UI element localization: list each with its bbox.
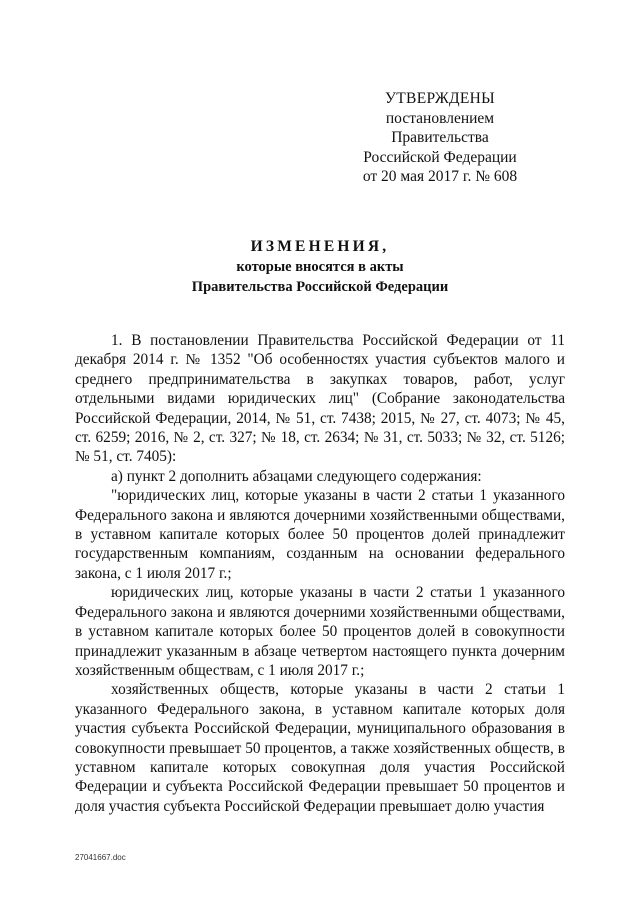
approval-title: УТВЕРЖДЕНЫ [385,90,495,107]
footer-doc-id: 27041667.doc [75,853,126,862]
body-paragraph: юридических лиц, которые указаны в части 2 статьи 1 указанного Федерального закона и являются дочерними хозяйственными обществами, в уставном капитале которых более 50 процентов долей в совокупности принадлежит указанным в абзаце четвертом настоящего пункта дочерним хозяйственным обществам, с 1 июля 2017 г.; [75,584,565,679]
body-paragraph: 1. В постановлении Правительства Российской Федерации от 11 декабря 2014 г. № 1352 "Об особенностях участия субъектов малого и среднего предпринимательства в закупках товаров, работ, услуг отдельными видами юридических лиц" (Собрание законодательства Российской Федерации, 2014, № 51, ст. 7438; 2015, № 27, ст. 4073; № 45, ст. 6259; 2016, № 2, ст. 327; № 18, ст. 2634; № 31, ст. 5033; № 32, ст. 5126; № 51, ст. 7405): [75,332,565,466]
body-paragraph: хозяйственных обществ, которые указаны в части 2 статьи 1 указанного Федерального закона, в уставном капитале которых доля участия субъекта Российской Федерации, муниципального образования в совокупности превышает 50 процентов, а также хозяйственных обществ, в уставном капитале которых совокупная доля участия Российской Федерации и субъекта Российской Федерации превышает 50 процентов и доля участия субъекта Российской Федерации превышает долю участия [75,681,565,815]
document-subtitle: которые вносятся в акты [236,259,404,275]
document-title: ИЗМЕНЕНИЯ, [250,238,390,255]
body-paragraph: "юридических лиц, которые указаны в части 2 статьи 1 указанного Федерального закона и являются дочерними хозяйственными обществами, в уставном капитале которых более 50 процентов долей принадлежит государственным компаниям, созданным на основании федерального закона, с 1 июля 2017 г.; [75,487,565,582]
body-paragraph: а) пункт 2 дополнить абзацами следующего содержания: [111,467,482,485]
approval-line: Российской Федерации [363,148,517,166]
approval-line: постановлением Правительства [385,109,495,146]
document-body [75,331,565,816]
document-subtitle: Правительства Российской Федерации [191,278,449,295]
approval-stamp [340,89,540,187]
approval-date-number: от 20 мая 2017 г. № 608 [362,168,518,185]
document-title-block [0,236,640,297]
